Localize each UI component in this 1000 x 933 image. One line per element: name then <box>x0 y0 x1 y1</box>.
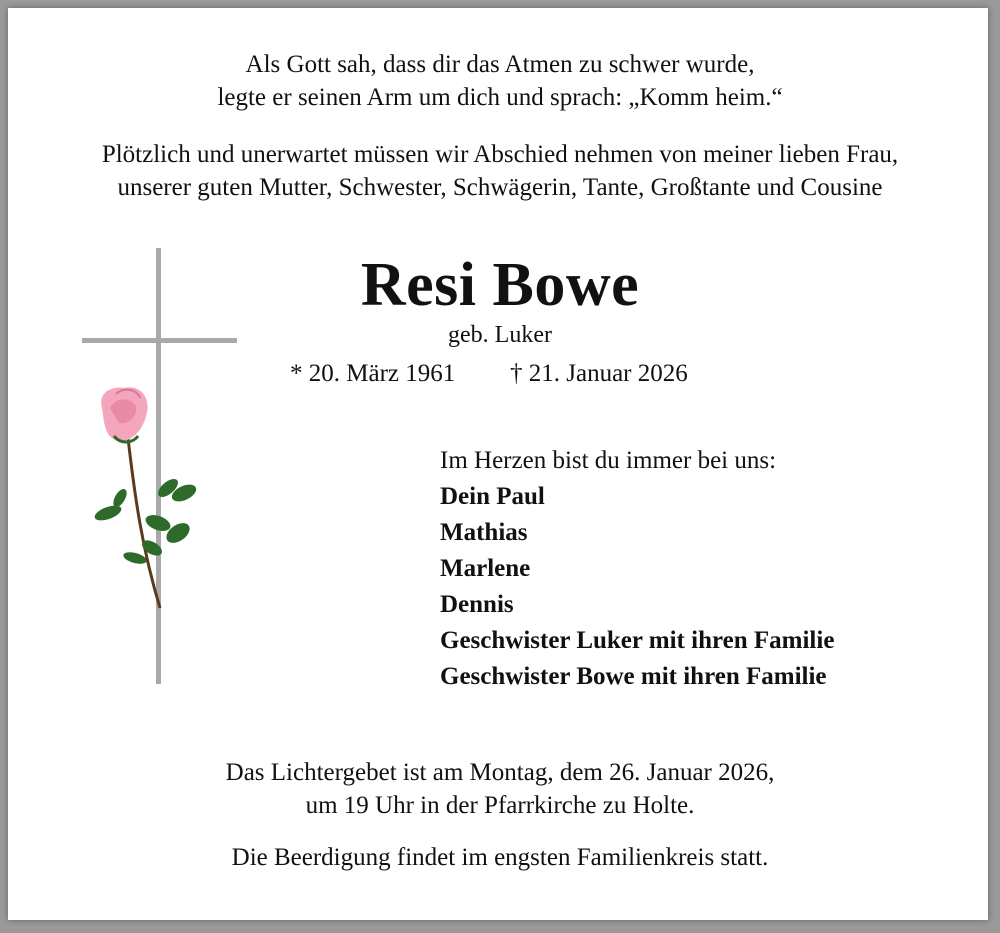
service-line: Das Lichtergebet ist am Montag, dem 26. Januar 2026, <box>225 759 775 786</box>
service-info <box>0 756 1000 822</box>
mourner-name: Dennis <box>440 591 514 618</box>
funeral-info <box>0 841 1000 874</box>
mourner-name: Mathias <box>440 519 528 546</box>
mourner-name: Geschwister Luker mit ihren Familie <box>440 627 835 654</box>
mourners-intro: Im Herzen bist du immer bei uns: <box>440 447 777 474</box>
intro-text <box>0 138 1000 204</box>
intro-line: Plötzlich und unerwartet müssen wir Abschied nehmen von meiner lieben Frau, <box>101 141 899 168</box>
service-line: um 19 Uhr in der Pfarrkirche zu Holte. <box>305 792 695 819</box>
birth-date: * 20. März 1961 <box>290 360 456 387</box>
mourner-name: Marlene <box>440 555 531 582</box>
mourner-name: Dein Paul <box>440 483 545 510</box>
intro-line: unserer guten Mutter, Schwester, Schwägerin, Tante, Großtante und Cousine <box>117 174 883 201</box>
funeral-line: Die Beerdigung findet im engsten Familienkreis statt. <box>231 844 769 871</box>
maiden-name: geb. Luker <box>448 322 552 348</box>
deceased-name: Resi Bowe <box>360 251 640 319</box>
mourners-list <box>440 443 834 695</box>
death-date: † 21. Januar 2026 <box>510 360 688 387</box>
quote-line: legte er seinen Arm um dich und sprach: „Komm heim.“ <box>217 84 783 111</box>
quote-line: Als Gott sah, dass dir das Atmen zu schwer wurde, <box>245 51 755 78</box>
rose-icon <box>93 387 199 608</box>
mourner-name: Geschwister Bowe mit ihren Familie <box>440 663 827 690</box>
quote <box>0 48 1000 114</box>
